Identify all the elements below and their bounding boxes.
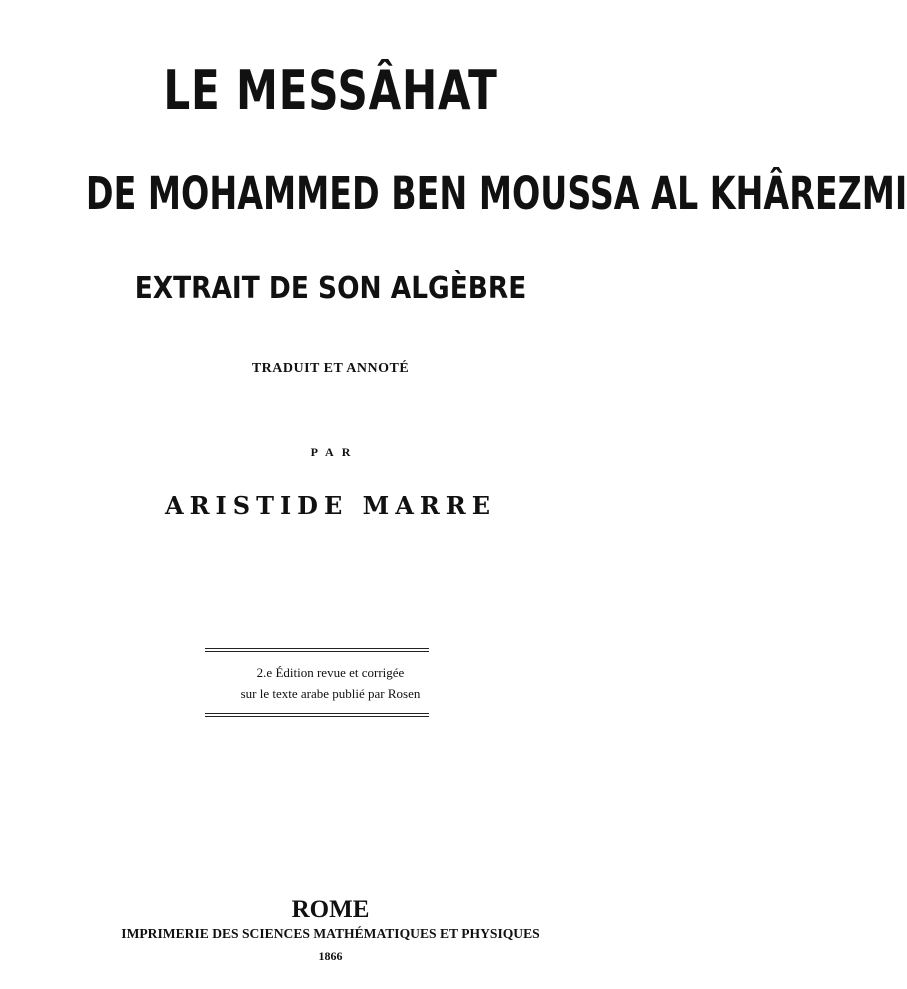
edition-line-2: sur le texte arabe publié par Rosen bbox=[240, 686, 421, 701]
title-line-1: LE MESSÂHAT bbox=[163, 59, 498, 122]
imprint-year: 1866 bbox=[318, 949, 343, 963]
imprint-city: ROME bbox=[291, 896, 370, 923]
translated-line: TRADUIT ET ANNOTÉ bbox=[251, 361, 410, 376]
title-line-3: EXTRAIT DE SON ALGÈBRE bbox=[134, 271, 527, 306]
author-name: ARISTIDE MARRE bbox=[164, 491, 497, 520]
imprint-printer: IMPRIMERIE DES SCIENCES MATHÉMATIQUES ET PHYSIQUES bbox=[121, 927, 540, 942]
edition-line-1: 2.e Édition revue et corrigée bbox=[256, 665, 405, 680]
top-double-rule bbox=[205, 648, 429, 652]
title-line-2: DE MOHAMMED BEN MOUSSA AL KHÂREZMI bbox=[85, 167, 907, 220]
bottom-double-rule bbox=[205, 713, 429, 717]
by-line: PAR bbox=[310, 445, 359, 459]
